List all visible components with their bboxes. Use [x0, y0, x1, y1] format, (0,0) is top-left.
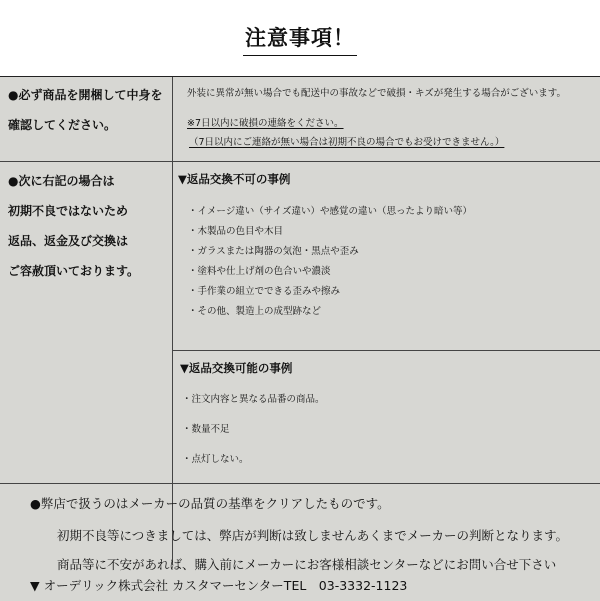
divider-horizontal-3	[0, 483, 600, 484]
footer-line-3: 商品等に不安があれば、購入前にメーカーにお客様相談センターなどにお問い合せ下さい	[57, 557, 557, 572]
section2-left-line-2: 初期不良ではないため	[8, 204, 129, 218]
possible-item: ・数量不足	[182, 424, 230, 435]
section1-right-line-3: （7日以内にご連絡が無い場合は初期不良の場合でもお受けできません。）	[189, 137, 505, 148]
possible-item: ・点灯しない。	[182, 454, 249, 465]
divider-horizontal-2	[172, 350, 600, 351]
footer-line-2: 初期不良等につきましては、弊店が判断は致しませんあくまでメーカーの判断となります。	[57, 528, 569, 543]
section1-left-line-2: 確認してください。	[8, 118, 117, 132]
section1-left-line-1: ●必ず商品を開梱して中身を	[8, 88, 163, 102]
not-possible-item: ・イメージ違い（サイズ違い）や感覚の違い（思ったより暗い等）	[188, 206, 472, 217]
notice-panel	[0, 76, 600, 601]
section2-left-line-3: 返品、返金及び交換は	[8, 234, 129, 248]
footer-line-1: ●弊店で扱うのはメーカーの品質の基準をクリアしたものです。	[30, 496, 390, 511]
not-possible-item: ・手作業の組立でできる歪みや擦み	[188, 286, 341, 297]
not-possible-item: ・その他、製造上の成型跡など	[188, 306, 322, 317]
page-title: 注意事項！	[0, 22, 600, 56]
divider-horizontal-1	[0, 161, 600, 162]
not-possible-item: ・木製品の色目や木目	[188, 226, 284, 237]
section2-left-line-1: ●次に右記の場合は	[8, 174, 115, 188]
section1-right-line-1: 外装に異常が無い場合でも配送中の事故などで破損・キズが発生する場合がございます。	[187, 88, 567, 99]
divider-vertical-1	[172, 77, 173, 161]
not-possible-heading: ▼返品交換不可の事例	[178, 172, 291, 186]
possible-heading: ▼返品交換可能の事例	[180, 361, 293, 375]
not-possible-item: ・塗料や仕上げ剤の色合いや濃淡	[188, 266, 331, 277]
not-possible-item: ・ガラスまたは陶器の気泡・黒点や歪み	[188, 246, 359, 257]
section2-left-line-4: ご容赦頂いております。	[8, 264, 140, 278]
section1-right-line-2: ※7日以内に破損の連絡をください。	[187, 118, 344, 129]
footer-line-4: ▼ オーデリック株式会社 カスタマーセンターTEL 03-3332-1123	[30, 578, 408, 593]
possible-item: ・注文内容と異なる品番の商品。	[182, 394, 325, 405]
